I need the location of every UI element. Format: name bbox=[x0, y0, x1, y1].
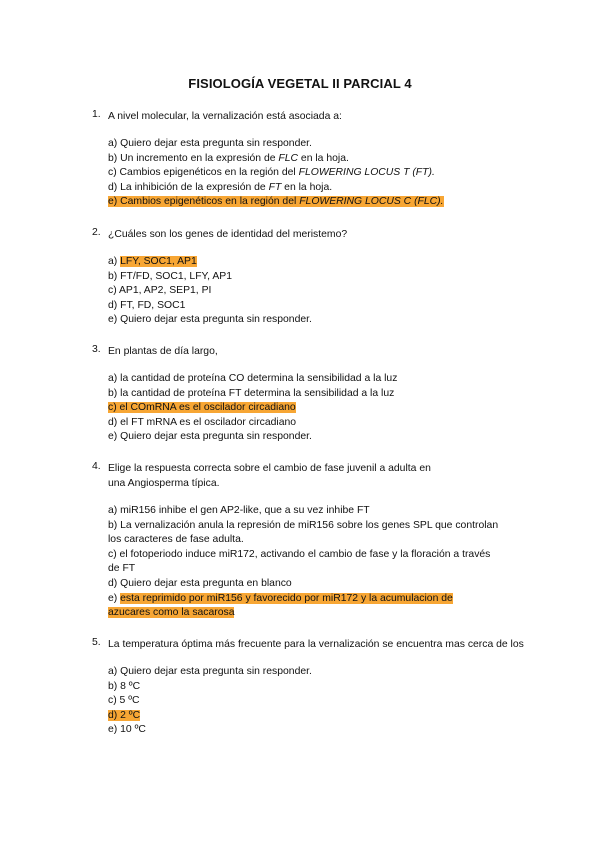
question-number: 2. bbox=[92, 227, 101, 238]
option-d: d) el FT mRNA es el oscilador circadiano bbox=[108, 416, 297, 428]
question-number: 4. bbox=[92, 461, 101, 472]
options-list bbox=[108, 372, 512, 445]
option-c: c) 5 ºC bbox=[108, 695, 140, 707]
option-b: b) la cantidad de proteína FT determina la sensibilidad a la luz bbox=[108, 387, 395, 399]
option-a: a) miR156 inhibe el gen AP2-like, que a su vez inhibe FT bbox=[108, 505, 370, 516]
question-text: A nivel molecular, la vernalización está asociada a: bbox=[108, 111, 342, 122]
option-d: d) Quiero dejar esta pregunta en blanco bbox=[108, 577, 292, 589]
question-number: 3. bbox=[92, 344, 101, 355]
option-b: b) 8 ºC bbox=[108, 680, 141, 692]
question-3 bbox=[92, 344, 512, 445]
options-list bbox=[108, 504, 512, 621]
option-e-correct: e) Cambios epigenéticos en la región del FLOWERING LOCUS C (FLC). bbox=[108, 196, 444, 208]
question-text: Elige la respuesta correcta sobre el cambio de fase juvenil a adulta en una Angiosperma típica. bbox=[108, 463, 431, 489]
options-list bbox=[108, 137, 512, 210]
options-list bbox=[108, 665, 512, 738]
option-e-correct: e) esta reprimido por miR156 y favorecido por miR172 y la acumulacion de azucares como la sacarosa bbox=[108, 592, 453, 619]
question-2 bbox=[92, 227, 512, 328]
option-a: a) Quiero dejar esta pregunta sin responder. bbox=[108, 138, 312, 149]
option-b: b) FT/FD, SOC1, LFY, AP1 bbox=[108, 270, 232, 282]
option-e: e) Quiero dejar esta pregunta sin responder. bbox=[108, 431, 312, 443]
option-d-correct: d) 2 ºC bbox=[108, 709, 141, 721]
option-a-correct: a) LFY, SOC1, AP1 bbox=[108, 256, 197, 267]
question-text: En plantas de día largo, bbox=[108, 346, 218, 357]
options-list bbox=[108, 255, 512, 328]
option-a: a) la cantidad de proteína CO determina la sensibilidad a la luz bbox=[108, 373, 398, 384]
document-title: FISIOLOGÍA VEGETAL II PARCIAL 4 bbox=[188, 76, 412, 91]
question-text: La temperatura óptima más frecuente para la vernalización se encuentra mas cerca de los bbox=[108, 639, 524, 650]
option-c: c) el fotoperiodo induce miR172, activando el cambio de fase y la floración a través de FT bbox=[108, 548, 491, 575]
option-c-correct: c) el COmRNA es el oscilador circadiano bbox=[108, 402, 296, 414]
question-text: ¿Cuáles son los genes de identidad del meristemo? bbox=[108, 229, 348, 240]
option-b: b) Un incremento en la expresión de FLC en la hoja. bbox=[108, 152, 349, 164]
option-e: e) Quiero dejar esta pregunta sin responder. bbox=[108, 314, 312, 326]
question-number: 5. bbox=[92, 637, 101, 648]
option-c: c) Cambios epigenéticos en la región del FLOWERING LOCUS T (FT). bbox=[108, 167, 435, 179]
question-1 bbox=[92, 109, 512, 210]
option-a: a) Quiero dejar esta pregunta sin responder. bbox=[108, 666, 312, 677]
option-d: d) La inhibición de la expresión de FT en la hoja. bbox=[108, 181, 333, 193]
question-number: 1. bbox=[92, 109, 101, 120]
question-5 bbox=[92, 637, 524, 738]
option-d: d) FT, FD, SOC1 bbox=[108, 299, 186, 311]
option-e: e) 10 ºC bbox=[108, 724, 146, 736]
option-b: b) La vernalización anula la represión de miR156 sobre los genes SPL que controlan los caracteres de fase adulta. bbox=[108, 519, 499, 546]
question-4 bbox=[92, 461, 512, 621]
option-c: c) AP1, AP2, SEP1, PI bbox=[108, 285, 212, 297]
